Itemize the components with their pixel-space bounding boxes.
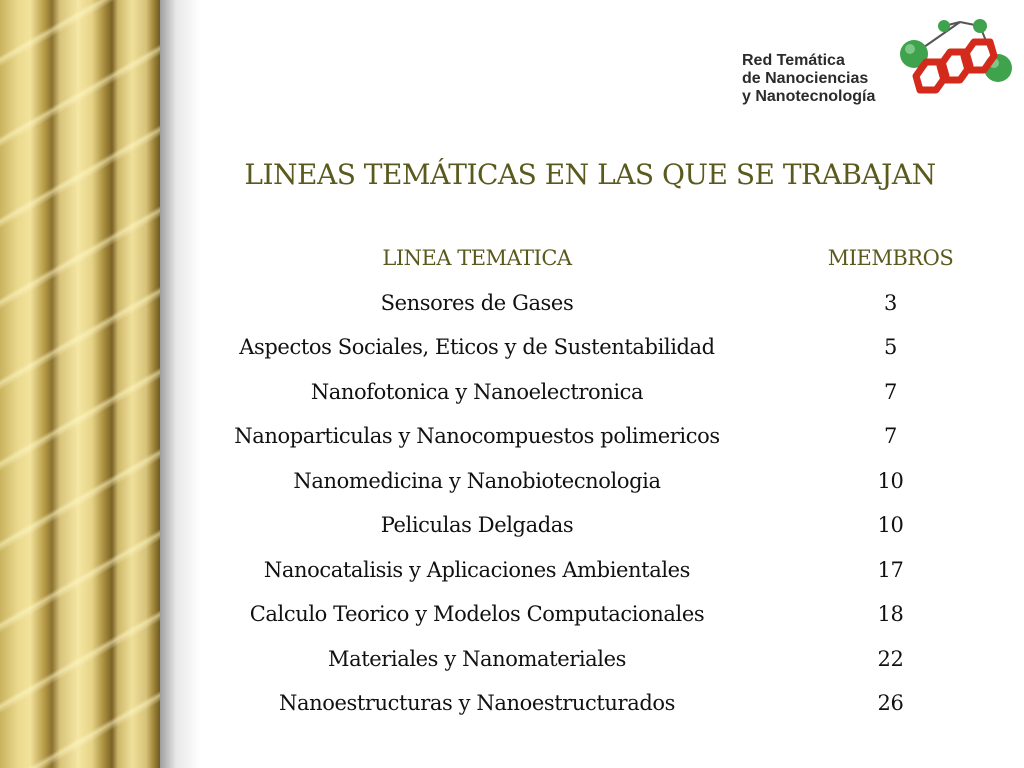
theme-cell: Nanoparticulas y Nanocompuestos polimericos bbox=[234, 424, 720, 449]
decorative-pillar bbox=[0, 0, 160, 768]
members-cell: 7 bbox=[884, 424, 897, 449]
members-cell: 5 bbox=[884, 335, 897, 360]
members-cell: 7 bbox=[884, 379, 897, 404]
members-cell: 26 bbox=[877, 691, 904, 716]
table-row bbox=[196, 503, 1023, 548]
theme-cell: Materiales y Nanomateriales bbox=[327, 646, 627, 671]
theme-cell: Nanoestructuras y Nanoestructurados bbox=[279, 691, 675, 716]
table-row bbox=[196, 414, 1023, 459]
members-cell: 10 bbox=[877, 513, 904, 538]
table-row bbox=[196, 681, 1023, 726]
members-cell: 18 bbox=[877, 602, 904, 627]
theme-cell: Nanocatalisis y Aplicaciones Ambientales bbox=[263, 557, 691, 582]
table-row bbox=[196, 370, 1023, 415]
themes-table bbox=[196, 236, 1023, 726]
theme-cell: Nanofotonica y Nanoelectronica bbox=[310, 379, 644, 404]
table-row bbox=[196, 548, 1023, 593]
table-row bbox=[196, 281, 1023, 326]
table-row bbox=[196, 325, 1023, 370]
pillar-shadow bbox=[160, 0, 200, 768]
header-linea-tematica: LINEA TEMATICA bbox=[382, 246, 572, 271]
theme-cell: Peliculas Delgadas bbox=[380, 513, 574, 538]
table-header-row bbox=[196, 236, 1023, 281]
theme-cell: Calculo Teorico y Modelos Computacionales bbox=[249, 602, 705, 627]
logo-text bbox=[742, 52, 875, 106]
members-cell: 22 bbox=[877, 646, 904, 671]
members-cell: 10 bbox=[877, 468, 904, 493]
table-row bbox=[196, 592, 1023, 637]
members-cell: 17 bbox=[877, 557, 904, 582]
page-title: LINEAS TEMÁTICAS EN LAS QUE SE TRABAJAN bbox=[244, 158, 936, 191]
header-miembros: MIEMBROS bbox=[827, 246, 954, 271]
molecule-icon bbox=[900, 14, 1018, 114]
logo-line-1: Red Temática bbox=[742, 52, 845, 69]
table-row bbox=[196, 637, 1023, 682]
network-logo bbox=[742, 14, 1018, 114]
theme-cell: Nanomedicina y Nanobiotecnologia bbox=[293, 468, 661, 493]
logo-line-2: de Nanociencias bbox=[742, 70, 869, 87]
members-cell: 3 bbox=[884, 290, 897, 315]
logo-line-3: y Nanotecnología bbox=[742, 88, 876, 105]
theme-cell: Sensores de Gases bbox=[380, 290, 574, 315]
theme-cell: Aspectos Sociales, Eticos y de Sustentabilidad bbox=[239, 335, 715, 360]
table-row bbox=[196, 459, 1023, 504]
